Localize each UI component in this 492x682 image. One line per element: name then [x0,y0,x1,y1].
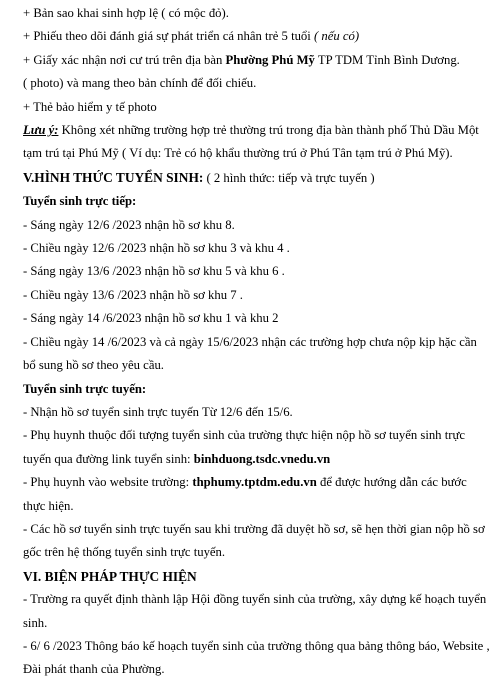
req-birth-certificate: + Bản sao khai sinh hợp lệ ( có mộc đỏ). [23,6,229,20]
req-residence-city: TP TDM Tỉnh Bình Dương. [314,52,460,67]
school-website-link[interactable]: thphumy.tptdm.edu.vn [192,475,317,490]
section-vi-heading: VI. BIỆN PHÁP THỰC HIỆN [23,568,197,584]
req-residence-confirmation [23,49,484,72]
website-label: - Phụ huynh vào website trường: [23,475,193,490]
schedule-item-cont: bổ sung hồ sơ theo yêu cầu. [23,358,164,373]
direct-enrollment-heading: Tuyển sinh trực tiếp: [23,194,137,209]
req-residence-photo-note: ( photo) và mang theo bản chính để đối chiếu. [23,76,257,91]
enrollment-link[interactable]: binhduong.tsdc.vnedu.vn [193,451,331,466]
req-residence-ward: Phường Phú Mỹ [225,52,315,67]
online-item: - Nhận hồ sơ tuyển sinh trực tuyến Từ 12/6 đến 15/6. [23,404,293,419]
note-line [23,119,484,142]
section-v-subtitle: ( 2 hình thức: tiếp và trực tuyến ) [203,170,375,185]
note-line-cont: tạm trú tại Phú Mỹ ( Ví dụ: Trẻ có hộ khẩu thường trú ở Phú Tân tạm trú ở Phú Mỹ). [23,146,453,161]
req-development-form-text: + Phiếu theo dõi đánh giá sự phát triển cá nhân trẻ 5 tuổi [23,29,314,44]
online-item-link-line [23,448,484,471]
schedule-item: - Chiều ngày 12/6 /2023 nhận hồ sơ khu 3 và khu 4 . [23,241,290,256]
measure-item: - Trường ra quyết định thành lập Hội đồng tuyển sinh của trường, xây dựng kế hoạch tuyển [23,592,487,607]
req-development-form-note: ( nếu có) [313,29,360,44]
online-item-cont: gốc trên hệ thống tuyển sinh trực tuyến. [23,545,226,560]
online-enrollment-heading: Tuyển sinh trực tuyến: [23,381,147,396]
measure-item-cont: Đài phát thanh của Phường. [23,662,165,677]
online-item-website-line [23,471,484,494]
req-health-insurance: + Thẻ bảo hiểm y tế photo [23,99,157,114]
req-development-form [23,25,484,48]
online-item: - Các hồ sơ tuyển sinh trực tuyến sau khi trường đã duyệt hồ sơ, sẽ hẹn thời gian nộp hồ sơ [23,521,485,536]
req-residence-text: + Giấy xác nhận nơi cư trú trên địa bàn [23,52,226,67]
website-instructions: để được hướng dẫn các bước [316,475,467,490]
section-v-title: V.HÌNH THỨC TUYỂN SINH: [23,169,204,185]
schedule-item: - Sáng ngày 14 /6/2023 nhận hồ sơ khu 1 và khu 2 [23,311,279,326]
online-item: - Phụ huynh thuộc đối tượng tuyển sinh của trường thực hiện nộp hồ sơ tuyển sinh trực [23,428,465,443]
schedule-item: - Sáng ngày 13/6 /2023 nhận hồ sơ khu 5 và khu 6 . [23,264,285,279]
schedule-item: - Chiều ngày 14 /6/2023 và cả ngày 15/6/2023 nhận các trường hợp chưa nộp kịp hặc cần [23,334,477,349]
note-label: Lưu ý: [23,123,59,138]
note-text: Không xét những trường hợp trẻ thường trú trong địa bàn thành phố Thủ Dầu Một [58,123,479,138]
measure-item-cont: sinh. [23,615,48,630]
online-link-label: tuyến qua đường link tuyển sinh: [23,451,194,466]
schedule-item: - Chiều ngày 13/6 /2023 nhận hồ sơ khu 7 . [23,287,243,302]
online-item-cont: thực hiện. [23,498,74,513]
schedule-item: - Sáng ngày 12/6 /2023 nhận hồ sơ khu 8. [23,217,235,232]
measure-item: - 6/ 6 /2023 Thông báo kế hoạch tuyển sinh của trường thông qua bảng thông báo, Website , [23,638,490,653]
section-v-heading [23,166,484,190]
